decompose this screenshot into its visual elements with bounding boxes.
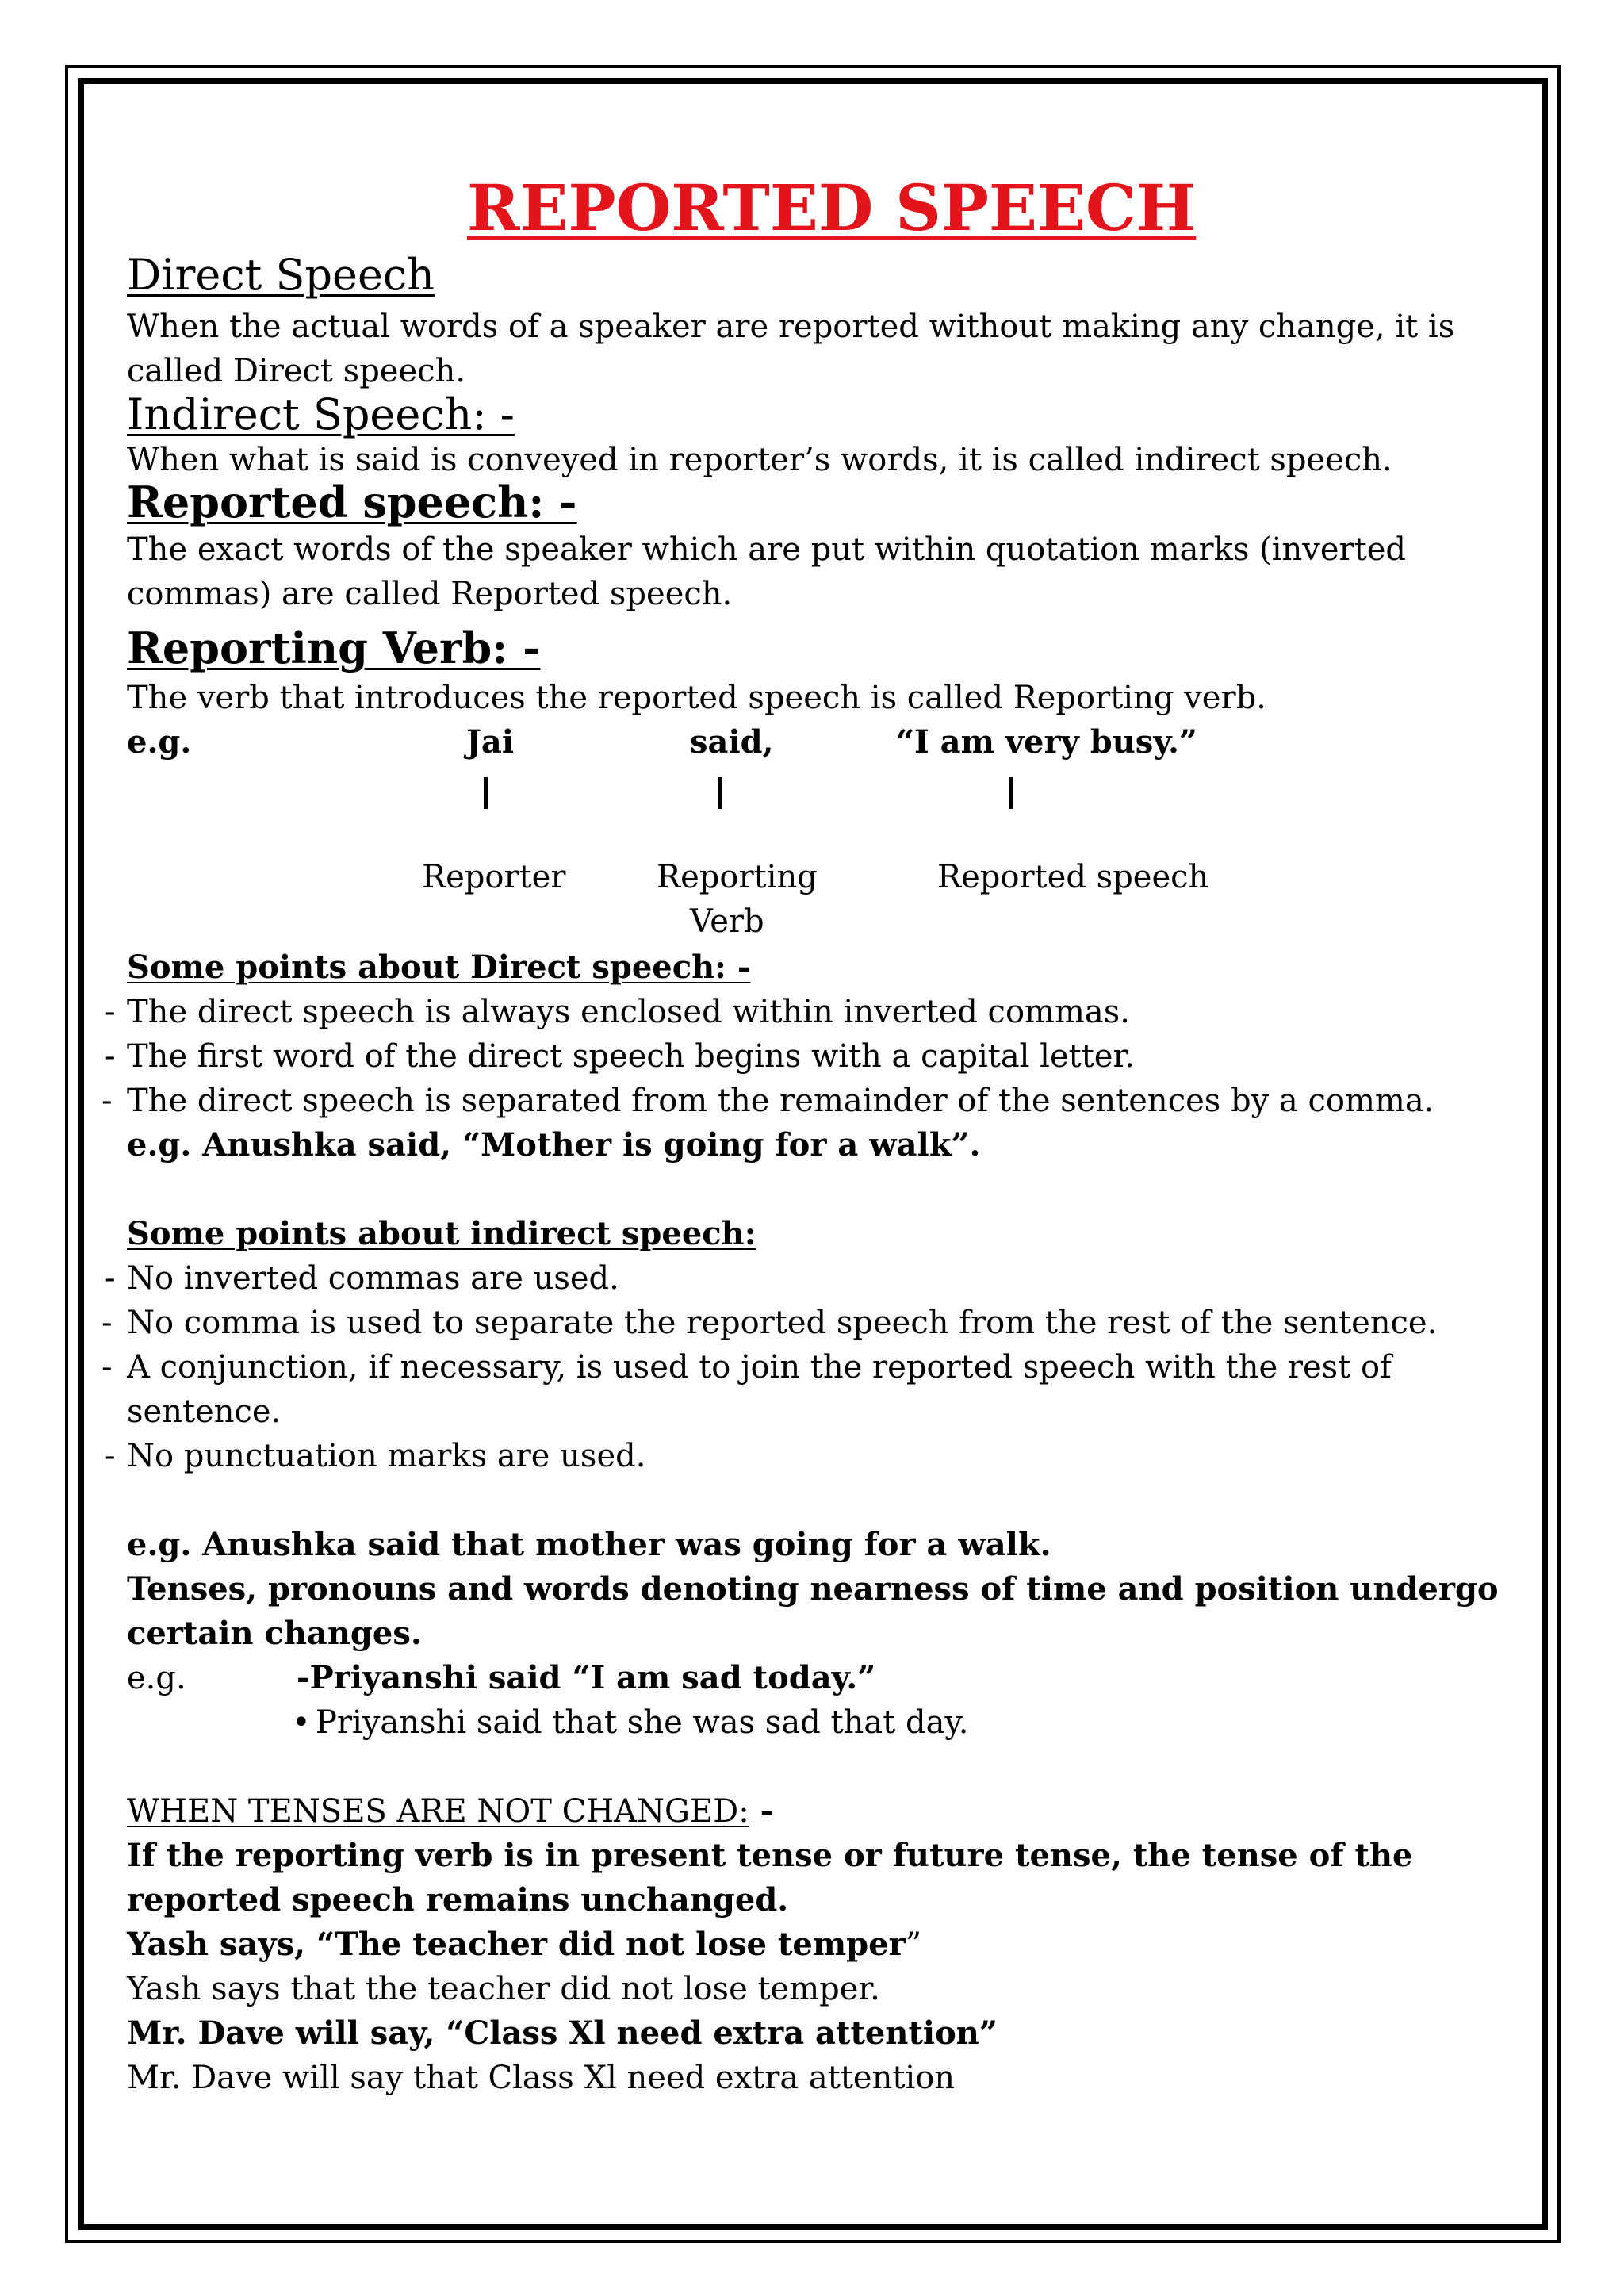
reporting-verb-heading: Reporting Verb: - [127,623,541,673]
tenses-rule-line2: reported speech remains unchanged. [127,1881,789,1918]
direct-bullet-3: - [102,1083,113,1119]
direct-speech-def-line1: When the actual words of a speaker are reported without making any change, it is [127,309,1455,345]
direct-bullet-2: - [105,1038,116,1075]
tenses-heading-suffix: - [749,1792,774,1830]
reported-speech-heading: Reported speech: - [127,477,577,527]
direct-speech-def-line2: called Direct speech. [127,353,466,389]
indirect-point-3-cont: sentence. [127,1393,282,1430]
indirect-point-4: No punctuation marks are used. [127,1438,646,1474]
tenses-heading: WHEN TENSES ARE NOT CHANGED: [127,1793,749,1830]
tenses-ex1-indirect: Yash says that the teacher did not lose temper. [127,1971,880,2007]
indirect-speech-heading: Indirect Speech: - [127,389,515,439]
changes-eg-label: e.g. [127,1660,186,1696]
indirect-point-3: A conjunction, if necessary, is used to join the reported speech with the rest of [127,1349,1392,1386]
reported-speech-def-line2: commas) are called Reported speech. [127,576,733,612]
tenses-ex1-close-quote: ” [905,1926,922,1963]
tenses-ex1-direct-row [127,1926,922,1963]
label-reporting-line2: Verb [690,903,764,940]
indirect-speech-def: When what is said is conveyed in reporter’s words, it is called indirect speech. [127,442,1392,478]
reported-speech-def-line1: The exact words of the speaker which are put within quotation marks (inverted [127,531,1407,568]
verb-connector-bar [718,777,722,809]
bullet-dot: • [292,1704,311,1741]
direct-speech-heading: Direct Speech [127,250,435,300]
speech-connector-bar [1009,777,1013,809]
changes-direct-example: -Priyanshi said “I am sad today.” [297,1659,876,1696]
example-verb-word: said, [690,723,774,761]
page-title: REPORTED SPEECH [467,171,1197,245]
label-reported-speech: Reported speech [937,859,1209,895]
indirect-point-2: No comma is used to separate the reported speech from the rest of the sentence. [127,1305,1438,1341]
indirect-bullet-3: - [102,1349,113,1386]
direct-point-3: The direct speech is separated from the remainder of the sentences by a comma. [127,1083,1434,1119]
direct-bullet-1: - [105,994,116,1030]
indirect-points-heading: Some points about indirect speech: [127,1215,756,1252]
changes-note-line2: certain changes. [127,1615,422,1652]
indirect-bullet-4: - [105,1438,116,1474]
reporter-connector-bar [484,777,488,809]
indirect-points-example: e.g. Anushka said that mother was going for a walk. [127,1526,1051,1563]
changes-note-line1: Tenses, pronouns and words denoting nearness of time and position undergo [127,1570,1499,1608]
tenses-heading-row [127,1792,774,1830]
example-eg-label: e.g. [127,723,192,761]
direct-point-2: The first word of the direct speech begins with a capital letter. [127,1038,1135,1075]
direct-point-1: The direct speech is always enclosed within inverted commas. [127,994,1130,1030]
tenses-ex1-direct: Yash says, “The teacher did not lose temper [127,1926,906,1963]
tenses-ex2-direct: Mr. Dave will say, “Class Xl need extra attention” [127,2014,998,2052]
changes-indirect-example: Priyanshi said that she was sad that day. [316,1704,969,1741]
example-reporter-word: Jai [466,723,515,761]
indirect-bullet-1: - [105,1260,116,1297]
example-speech-words: “I am very busy.” [896,723,1197,761]
tenses-rule-line1: If the reporting verb is in present tense or future tense, the tense of the [127,1837,1413,1874]
tenses-ex2-indirect: Mr. Dave will say that Class Xl need extra attention [127,2060,956,2096]
indirect-point-1: No inverted commas are used. [127,1260,619,1297]
label-reporting-line1: Reporting [657,859,818,895]
direct-points-example: e.g. Anushka said, “Mother is going for a walk”. [127,1126,981,1163]
reporting-verb-def: The verb that introduces the reported speech is called Reporting verb. [127,680,1266,716]
direct-points-heading: Some points about Direct speech: - [127,949,751,986]
label-reporter: Reporter [422,859,566,895]
indirect-bullet-2: - [102,1305,113,1341]
